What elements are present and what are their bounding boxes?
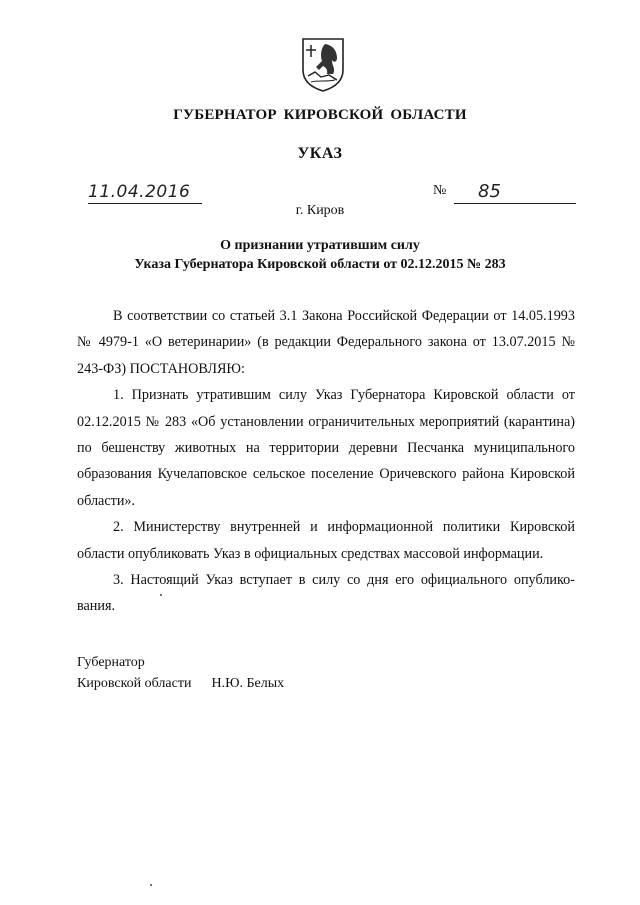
date-field bbox=[88, 181, 202, 204]
authority-title: ГУБЕРНАТОР КИРОВСКОЙ ОБЛАСТИ bbox=[173, 107, 467, 123]
signature-block bbox=[77, 652, 284, 694]
handwritten-number: 85 bbox=[478, 181, 501, 202]
clause-2: 2. Министерству внутренней и информационной политики Кировской области опубликовать Указ в официальных средствах массовой информации. bbox=[77, 519, 575, 562]
coat-of-arms-icon bbox=[299, 36, 347, 92]
scan-speck bbox=[150, 884, 152, 886]
signature-title-region: Кировской области bbox=[77, 676, 192, 691]
decree-subject bbox=[0, 236, 640, 274]
city: г. Киров bbox=[295, 203, 345, 218]
document-type: УКАЗ bbox=[297, 145, 343, 162]
clause-3: 3. Настоящий Указ вступает в силу со дня его официального опубликования. bbox=[77, 572, 575, 615]
signatory-name: Н.Ю. Белых bbox=[211, 676, 285, 691]
signature-title-line-1: Губернатор bbox=[77, 655, 145, 670]
handwritten-date: 11.04.2016 bbox=[88, 182, 191, 202]
scan-speck bbox=[160, 594, 162, 596]
subject-line-1: О признании утратившим силу bbox=[220, 238, 420, 253]
number-sign: № bbox=[433, 183, 447, 198]
clause-1: 1. Признать утратившим силу Указ Губернатора Кировской области от 02.12.2015 № 283 «Об установлении ограничительных мероприятий (карантина) по бешенству животных на территории деревни Песчанка муниципального образования Кучелаповское сельское поселение Оричевского района Кировской области». bbox=[77, 387, 575, 509]
subject-line-2: Указа Губернатора Кировской области от 02.12.2015 № 283 bbox=[134, 257, 506, 272]
preamble-paragraph: В соответствии со статьей 3.1 Закона Российской Федерации от 14.05.1993 № 4979-1 «О ветеринарии» (в редакции Федерального закона от 13.07.2015 № 243-ФЗ) ПОСТАНОВЛЯЮ: bbox=[77, 308, 575, 377]
signature-title-line-2 bbox=[77, 673, 284, 694]
number-field bbox=[454, 181, 576, 204]
decree-body bbox=[77, 303, 575, 620]
